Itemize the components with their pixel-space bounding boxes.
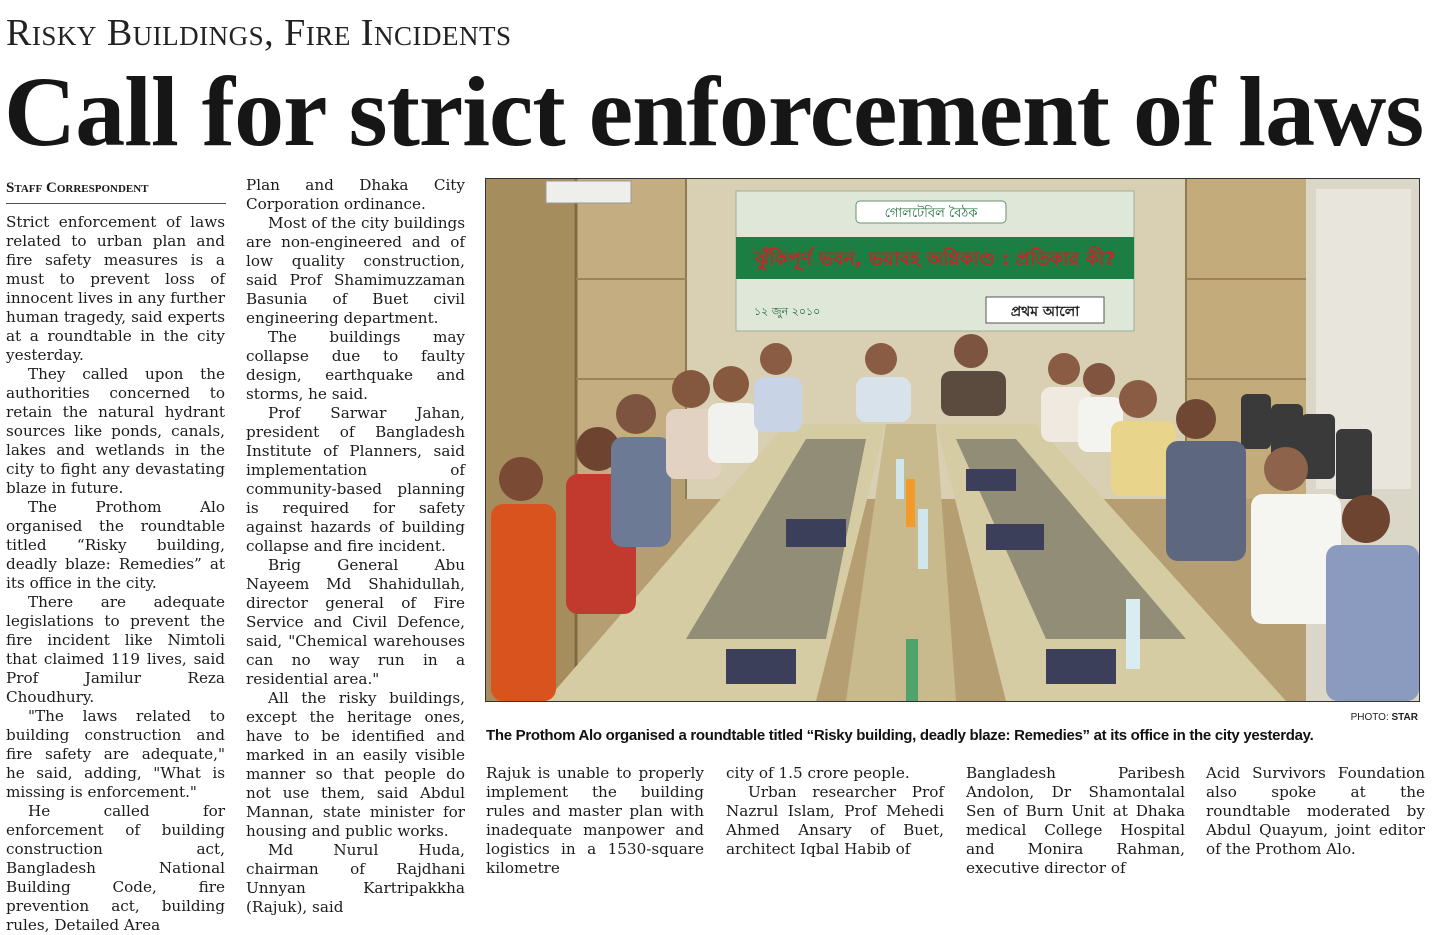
column-4 [726,764,944,864]
paragraph: Md Nurul Huda, chairman of Rajdhani Unnyan Kartripakkha (Rajuk), said [246,841,465,916]
paragraph: Most of the city buildings are non-engineered and of low quality construction, said Prof Shamimuzzaman Basunia of Buet civil engineering department. [246,214,465,327]
paragraph: There are adequate legislations to prevent the fire incident like Nimtoli that claimed 119 lives, said Prof Jamilur Reza Choudhury. [6,593,225,706]
paragraph: "The laws related to building construction and fire safety are adequate," he said, adding, "What is missing is enforcement." [6,707,225,801]
banner-logo: প্রথম আলো [1010,304,1080,320]
roundtable-photo [485,178,1420,702]
paragraph: They called upon the authorities concerned to retain the natural hydrant sources like ponds, canals, lakes and wetlands in the city to fight any devastating blaze in future. [6,365,225,497]
paragraph: Rajuk is unable to properly implement the building rules and master plan with inadequate manpower and logistics in a 1530-square kilometre [486,764,704,877]
column-2 [246,176,465,916]
paragraph: He called for enforcement of building construction act, Bangladesh National Building Code, fire prevention act, building rules, Detailed Area [6,802,225,934]
credit-label: PHOTO: [1350,712,1389,723]
paragraph: Urban researcher Prof Nazrul Islam, Prof Mehedi Ahmed Ansary of Buet, architect Iqbal Habib of [726,783,944,858]
air-conditioner [546,181,631,203]
paragraph: Plan and Dhaka City Corporation ordinance. [246,176,465,213]
photo-credit [1300,712,1418,723]
paragraph: city of 1.5 crore people. [726,764,910,782]
kicker: Risky Buildings, Fire Incidents [6,12,512,54]
column-3 [486,764,704,877]
paragraph: All the risky buildings, except the heritage ones, have to be identified and marked in an easily visible manner so that people do not use them, said Abdul Mannan, state minister for housing and public works. [246,689,465,840]
paragraph: Strict enforcement of laws related to urban plan and fire safety measures is a must to prevent loss of innocent lives in any further human tragedy, said experts at a roundtable in the city yesterday. [6,213,225,364]
banner-top-text: গোলটেবিল বৈঠক [884,206,978,221]
photo-caption: The Prothom Alo organised a roundtable titled “Risky building, deadly blaze: Remedies” at its office in the city yesterday. [486,727,1314,744]
column-1 [6,213,225,934]
headline: Call for strict enforcement of laws [4,56,1424,167]
credit-source: STAR [1391,712,1418,723]
banner-date: ১২ জুন ২০১০ [754,305,821,318]
column-5 [966,764,1185,877]
banner-main-text: ঝুঁকিপূর্ণ ভবন, ভয়াবহ অগ্নিকাণ্ড : প্রতিকার কী? [754,248,1116,270]
paragraph: The buildings may collapse due to faulty design, earthquake and storms, he said. [246,328,465,403]
event-banner [736,191,1134,331]
paragraph: Prof Sarwar Jahan, president of Bangladesh Institute of Planners, said implementation of community-based planning is required for safety against hazards of building collapse and fire incident. [246,404,465,555]
paragraph: Brig General Abu Nayeem Md Shahidullah, director general of Fire Service and Civil Defence, said, "Chemical warehouses can no way run in a residential area." [246,556,465,688]
column-6 [1206,764,1425,864]
paragraph: The Prothom Alo organised the roundtable titled “Risky building, deadly blaze: Remedies” at its office in the city. [6,498,225,592]
paragraph: Acid Survivors Foundation also spoke at the roundtable moderated by Abdul Quayum, joint editor of the Prothom Alo. [1206,764,1425,858]
paragraph: Bangladesh Paribesh Andolon, Dr Shamontalal Sen of Burn Unit at Dhaka medical College Hospital and Monira Rahman, executive director of [966,764,1185,877]
byline: Staff Correspondent [6,180,226,204]
